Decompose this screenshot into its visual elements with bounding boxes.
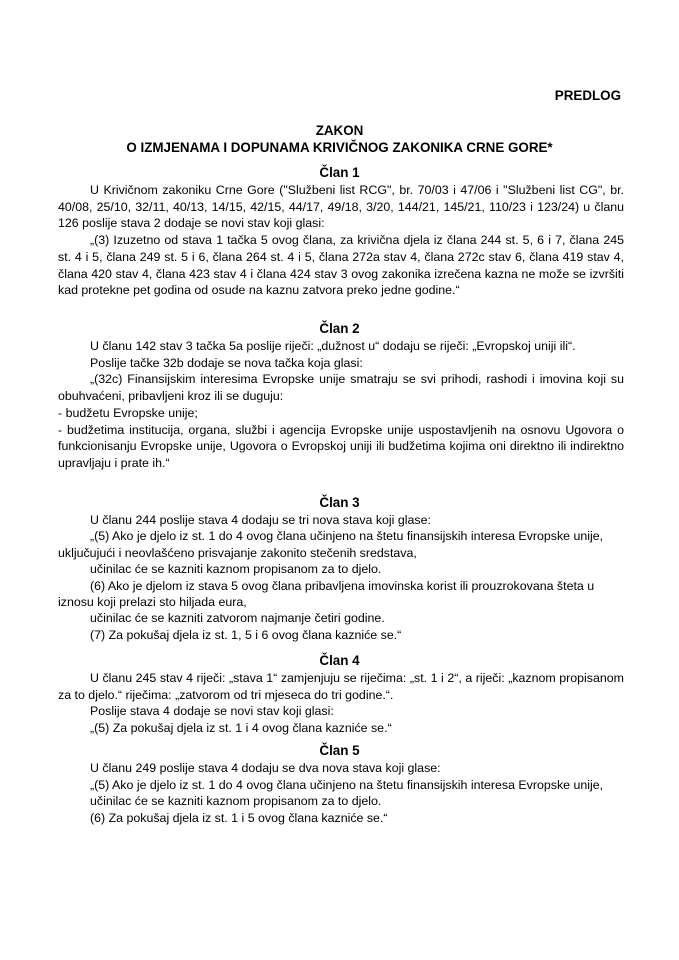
article-2-line-2: Poslije tačke 32b dodaje se nova tačka koja glasi: [90, 355, 363, 370]
article-2-line-1: U članu 142 stav 3 tačka 5a poslije riječi: „dužnost u“ dodaju se riječi: „Evropskoj uniji ili“. [90, 339, 576, 353]
article-1-body [58, 182, 624, 299]
article-3-body [58, 512, 624, 643]
article-3-para-7: (7) Za pokušaj djela iz st. 1, 5 i 6 ovog člana kazniće se.“ [90, 627, 402, 642]
article-3-para-5a: „(5) Ako je djelo iz st. 1 do 4 ovog člana učinjeno na štetu finansijskih interesa Evropske unije, uključujući i neovlašćeno prisvajanje zakonito stečenih sredstava, [58, 529, 604, 560]
proposal-label: PREDLOG [554, 88, 621, 103]
article-2-heading: Član 2 [319, 321, 360, 336]
article-3-para-6a: (6) Ako je djelom iz stava 5 ovog člana pribavljena imovinska korist ili prouzrokovana šteta u iznosu koji prelazi sto hiljada eura, [58, 578, 595, 610]
article-2-body [58, 338, 624, 472]
article-3-heading: Član 3 [319, 495, 360, 510]
article-5-heading: Član 5 [319, 743, 360, 758]
article-3-line-1: U članu 244 poslije stava 4 dodaju se tri nova stava koji glase: [90, 513, 431, 527]
article-1-intro: U Krivičnom zakoniku Crne Gore ("Službeni list RCG", br. 70/03 i 47/06 i "Službeni list CG", br. 40/08, 25/10, 32/11, 40/13, 14/15, 42/15, 44/17, 49/18, 3/20, 144/21, 145/21, 110/23 i 123/24) u članu 126 poslije stava 2 dodaje se novi stav koji glasi: [58, 183, 624, 231]
article-4-body [58, 670, 624, 737]
article-5-para-6: (6) Za pokušaj djela iz st. 1 i 5 ovog člana kazniće se.“ [90, 811, 388, 826]
article-4-para-5: „(5) Za pokušaj djela iz st. 1 i 4 ovog člana kazniće se.“ [90, 721, 392, 736]
law-title: ZAKON [315, 123, 364, 138]
article-1-heading: Član 1 [319, 165, 360, 180]
article-2-definition: „(32c) Finansijskim interesima Evropske unije smatraju se svi prihodi, rashodi i imovina koji su obuhvaćeni, pribavljeni kroz ili se duguju: [58, 372, 624, 404]
article-2-item-1: - budžetu Evropske unije; [58, 405, 198, 420]
article-5-line-1: U članu 249 poslije stava 4 dodaju se dva nova stava koji glase: [90, 761, 441, 775]
article-4-line-1: U članu 245 stav 4 riječi: „stava 1“ zamjenjuju se riječima: „st. 1 i 2“, a riječi: „kaznom propisanom za to djelo.“ riječima: „zatvorom od tri mjeseca do tri godine.“. [58, 671, 624, 702]
law-subtitle: O IZMJENAMA I DOPUNAMA KRIVIČNOG ZAKONIKA CRNE GORE* [126, 140, 553, 155]
article-3-para-5b: učinilac će se kazniti kaznom propisanom za to djelo. [90, 562, 382, 577]
article-5-para-5a: „(5) Ako je djelo iz st. 1 do 4 ovog člana učinjeno na štetu finansijskih interesa Evropske unije, [90, 777, 604, 792]
article-5-para-5b: učinilac će se kazniti kaznom propisanom za to djelo. [90, 794, 382, 809]
article-1-new-paragraph: „(3) Izuzetno od stava 1 tačka 5 ovog člana, za krivična djela iz člana 244 st. 5, 6 i 7, člana 245 st. 4 i 5, člana 249 st. 5 i 6, člana 264 st. 4 i 5, člana 272a stav 4, člana 272c stav 6, člana 419 stav 4, člana 420 stav 4, člana 423 stav 4 i člana 424 stav 3 ovog zakonika izrečena kazna ne može se izvršiti kad protekne pet godina od osude na kaznu zatvora preko jedne godine.“ [58, 233, 624, 298]
article-4-heading: Član 4 [319, 653, 360, 668]
article-5-body [58, 760, 624, 827]
article-2-item-2: - budžetima institucija, organa, službi i agencija Evropske unije uspostavljenih na osnovu Ugovora o funkcionisanju Evropske unije, Ugovora o Evropskoj uniji ili budžetima kojima oni direktno ili indirektno upravljaju i prate ih.“ [58, 422, 624, 470]
article-4-line-2: Poslije stava 4 dodaje se novi stav koji glasi: [90, 704, 334, 719]
article-3-para-6b: učinilac će se kazniti zatvorom najmanje četiri godine. [90, 611, 385, 626]
